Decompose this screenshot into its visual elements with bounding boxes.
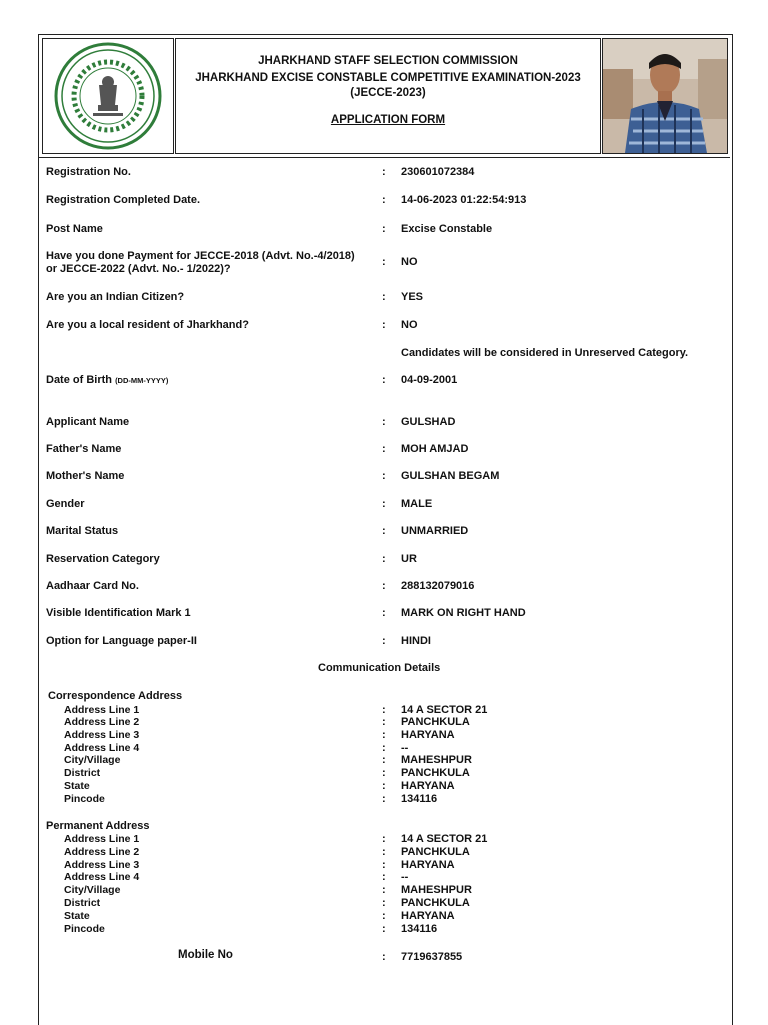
corr-city-value: MAHESHPUR [401,754,472,766]
colon: : [382,374,386,386]
form-header [39,35,730,158]
marital-status-label: Marital Status [46,525,119,537]
perm-address-line4-label: Address Line 4 [64,871,140,883]
corr-address-line1-value: 14 A SECTOR 21 [401,704,488,716]
mobile-no-value: 7719637855 [401,951,463,963]
perm-state-label: State [64,910,90,922]
mother-name-label: Mother's Name [46,470,125,482]
post-name-value: Excise Constable [401,223,493,235]
communication-details-title: Communication Details [318,662,441,674]
colon: : [382,833,386,845]
reservation-category-value: UR [401,553,417,565]
perm-district-label: District [64,897,101,909]
title-box [175,38,601,154]
applicant-name-value: GULSHAD [401,416,456,428]
mobile-no-label: Mobile No [178,949,233,961]
corr-district-label: District [64,767,101,779]
colon: : [382,923,386,935]
perm-address-line1-value: 14 A SECTOR 21 [401,833,488,845]
prior-payment-value: NO [401,256,418,268]
colon: : [382,443,386,455]
corr-address-line4-value: -- [401,742,409,754]
dob-label [46,374,168,386]
colon: : [382,910,386,922]
permanent-address-heading: Permanent Address [46,820,150,832]
gender-label: Gender [46,498,85,510]
indian-citizen-label: Are you an Indian Citizen? [46,291,185,303]
father-name-value: MOH AMJAD [401,443,469,455]
language-paper-label: Option for Language paper-II [46,635,197,647]
corr-city-label: City/Village [64,754,121,766]
form-title: APPLICATION FORM [330,114,446,126]
colon: : [382,859,386,871]
post-name-label: Post Name [46,223,103,235]
perm-address-line1-label: Address Line 1 [64,833,140,845]
exam-name: JHARKHAND EXCISE CONSTABLE COMPETITIVE EXAMINATION-2023 [195,72,581,84]
jharkhand-seal-logo [43,39,173,153]
colon: : [382,767,386,779]
perm-pincode-label: Pincode [64,923,105,935]
colon: : [382,793,386,805]
applicant-name-label: Applicant Name [46,416,130,428]
corr-address-line2-label: Address Line 2 [64,716,140,728]
colon: : [382,871,386,883]
corr-pincode-value: 134116 [401,793,438,805]
prior-payment-label-line1: Have you done Payment for JECCE-2018 (Advt. No.-4/2018) [46,250,355,262]
colon: : [382,607,386,619]
perm-address-line2-value: PANCHKULA [401,846,470,858]
registration-no-label: Registration No. [46,166,131,178]
applicant-photo [602,38,728,154]
category-note: Candidates will be considered in Unreserved Category. [401,347,689,359]
colon: : [382,580,386,592]
perm-address-line3-label: Address Line 3 [64,859,140,871]
colon: : [382,704,386,716]
colon: : [382,846,386,858]
perm-pincode-value: 134116 [401,923,438,935]
dob-format-hint: (DD-MM-YYYY) [115,376,169,385]
correspondence-address-heading: Correspondence Address [48,690,183,702]
father-name-label: Father's Name [46,443,122,455]
mother-name-value: GULSHAN BEGAM [401,470,500,482]
reservation-category-label: Reservation Category [46,553,160,565]
identification-mark-value: MARK ON RIGHT HAND [401,607,526,619]
registration-date-value: 14-06-2023 01:22:54:913 [401,194,527,206]
perm-city-label: City/Village [64,884,121,896]
perm-address-line4-value: -- [401,871,409,883]
colon: : [382,470,386,482]
identification-mark-label: Visible Identification Mark 1 [46,607,191,619]
dob-label-text: Date of Birth [46,374,112,386]
perm-city-value: MAHESHPUR [401,884,472,896]
colon: : [382,256,386,268]
registration-no-value: 230601072384 [401,166,475,178]
colon: : [382,525,386,537]
local-resident-value: NO [401,319,418,331]
corr-pincode-label: Pincode [64,793,105,805]
perm-address-line3-value: HARYANA [401,859,455,871]
prior-payment-label-line2: or JECCE-2022 (Advt. No.- 1/2022)? [46,263,231,275]
gender-value: MALE [401,498,433,510]
aadhaar-value: 288132079016 [401,580,475,592]
marital-status-value: UNMARRIED [401,525,469,537]
colon: : [382,729,386,741]
registration-date-label: Registration Completed Date. [46,194,201,206]
indian-citizen-value: YES [401,291,424,303]
colon: : [382,742,386,754]
perm-state-value: HARYANA [401,910,455,922]
colon: : [382,780,386,792]
colon: : [382,223,386,235]
colon: : [382,635,386,647]
exam-code: (JECCE-2023) [350,87,426,99]
org-name: JHARKHAND STAFF SELECTION COMMISSION [258,55,518,67]
colon: : [382,716,386,728]
colon: : [382,416,386,428]
perm-district-value: PANCHKULA [401,897,470,909]
corr-address-line3-label: Address Line 3 [64,729,140,741]
corr-address-line3-value: HARYANA [401,729,455,741]
perm-address-line2-label: Address Line 2 [64,846,140,858]
corr-address-line4-label: Address Line 4 [64,742,140,754]
language-paper-value: HINDI [401,635,431,647]
colon: : [382,319,386,331]
colon: : [382,194,386,206]
colon: : [382,291,386,303]
local-resident-label: Are you a local resident of Jharkhand? [46,319,249,331]
aadhaar-label: Aadhaar Card No. [46,580,139,592]
colon: : [382,897,386,909]
corr-address-line2-value: PANCHKULA [401,716,470,728]
corr-state-value: HARYANA [401,780,455,792]
corr-state-label: State [64,780,90,792]
dob-value: 04-09-2001 [401,374,458,386]
corr-district-value: PANCHKULA [401,767,470,779]
colon: : [382,553,386,565]
colon: : [382,951,386,963]
corr-address-line1-label: Address Line 1 [64,704,140,716]
colon: : [382,884,386,896]
colon: : [382,754,386,766]
colon: : [382,498,386,510]
seal-box [42,38,174,154]
colon: : [382,166,386,178]
